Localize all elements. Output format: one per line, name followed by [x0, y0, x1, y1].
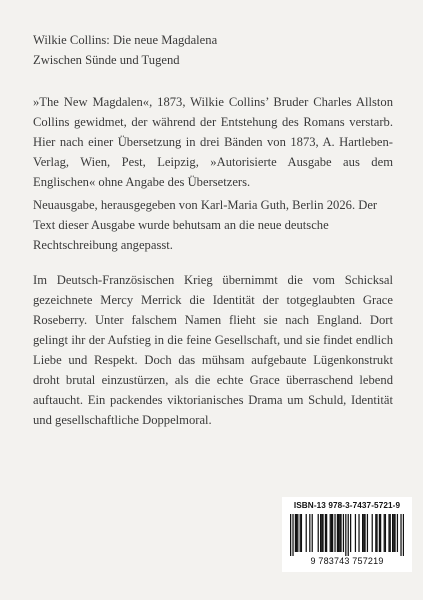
barcode-bar [295, 514, 296, 552]
edition-note-text: Neuausgabe, herausgegeben von Karl-Maria Guth, Berlin 2026. Der Text dieser Ausgabe wurde behutsam an die neue deutsche Rechtschreibung angepasst. [33, 198, 378, 252]
barcode-bar [376, 514, 377, 552]
publication-info [33, 92, 393, 192]
barcode-bar [338, 514, 339, 552]
barcode-bar [320, 514, 321, 552]
barcode-bar [321, 514, 322, 552]
barcode-bar [367, 514, 368, 552]
barcode-bar [403, 514, 404, 556]
barcode-bar [325, 514, 326, 552]
barcode-bar [337, 514, 338, 552]
barcode-bar [334, 514, 335, 552]
barcode-bar [297, 514, 298, 552]
barcode-bar [292, 514, 293, 556]
barcode-bars [290, 514, 404, 556]
barcode-bar [331, 514, 332, 552]
book-title: Wilkie Collins: Die neue Magdalena [33, 33, 218, 47]
barcode-bar [390, 514, 391, 552]
barcode-bar [300, 514, 301, 552]
barcode-bar [301, 514, 302, 552]
barcode-bar [384, 514, 385, 552]
barcode-bar [363, 514, 364, 552]
barcode-bar [397, 514, 398, 552]
barcode-bar [290, 514, 291, 556]
barcode-bar [348, 514, 349, 556]
title-block [33, 30, 393, 70]
barcode-bar [312, 514, 313, 552]
barcode-bar [332, 514, 333, 552]
book-subtitle: Zwischen Sünde und Tugend [33, 53, 180, 67]
barcode-bar [350, 514, 351, 552]
barcode-bar [309, 514, 310, 552]
synopsis-text: Im Deutsch-Französischen Krieg übernimmt die vom Schicksal gezeichnete Mercy Merrick die Identität der totgeglaubten Grace Roseberry. Unter falschem Namen flieht sie nach England. Dort gelingt ihr der Aufstieg in die feine Gesellschaft, und sie findet endlich Liebe und Respekt. Doch das mühsam aufgebaute Lügenkonstrukt droht brutal einzustürzen, als die echte Grace überraschend lebend auftaucht. Ein packendes viktorianisches Drama um Schuld, Identität und gesellschaftliche Doppelmoral. [33, 273, 393, 427]
barcode-bar [380, 514, 381, 552]
barcode-bar [400, 514, 401, 556]
barcode-bar [362, 514, 363, 552]
barcode-digits: 9 783743 757219 [310, 556, 384, 566]
barcode-bar [379, 514, 380, 552]
synopsis [33, 270, 393, 430]
barcode-bar [375, 514, 376, 552]
barcode-bar [385, 514, 386, 552]
barcode-bar [388, 514, 389, 552]
barcode-bar [372, 514, 373, 552]
barcode-bar [393, 514, 394, 552]
publication-info-text: »The New Magdalen«, 1873, Wilkie Collins’ Bruder Charles Allston Collins gewidmet, der während der Entstehung des Romans verstarb. Hier nach einer Übersetzung in drei Bänden von 1873, A. Hartleben-Verlag, Wien, Pest, Leipzig, »Autorisierte Ausgabe aus dem Englischen« ohne Angabe des Übersetzers. [33, 95, 393, 189]
isbn-barcode [282, 497, 412, 572]
barcode-bar [343, 514, 344, 552]
barcode-bar [358, 514, 359, 552]
barcode-bar [318, 514, 319, 552]
isbn-label: ISBN-13 978-3-7437-5721-9 [293, 501, 401, 510]
barcode-bar [326, 514, 327, 552]
edition-note [33, 195, 393, 255]
barcode-bar [394, 514, 395, 552]
barcode-bar [355, 514, 356, 552]
barcode-bar [296, 514, 297, 552]
barcode-bar [340, 514, 341, 552]
barcode-bar [330, 514, 331, 552]
barcode-bar [392, 514, 393, 552]
barcode-bar [364, 514, 365, 552]
barcode-bar [345, 514, 346, 556]
barcode-bar [306, 514, 307, 552]
barcode-bar [339, 514, 340, 552]
barcode-bar [322, 514, 323, 552]
